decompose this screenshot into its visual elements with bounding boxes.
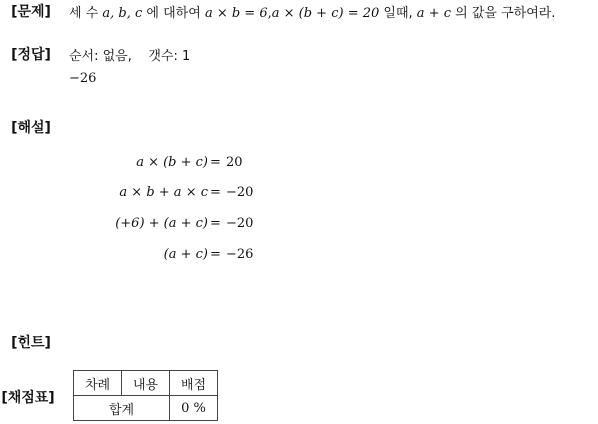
problem-part-4: a × b = 6 <box>204 6 268 21</box>
header-content: 내용 <box>122 371 170 396</box>
total-value: 0 % <box>170 396 218 421</box>
problem-part-5: , <box>267 6 272 21</box>
answer-value: −26 <box>69 71 97 86</box>
equation-row <box>0 155 340 177</box>
equation-rhs: −20 <box>226 185 254 200</box>
equation-rhs: −26 <box>226 247 254 262</box>
equation-lhs: a × (b + c) <box>136 155 208 170</box>
equation-lhs: a × b + a × c <box>119 185 208 200</box>
problem-part-2: a, b, c <box>102 6 143 21</box>
header-order: 차례 <box>74 371 122 396</box>
equation-lhs: (+6) + (a + c) <box>115 216 208 231</box>
equation-rhs: 20 <box>226 155 243 170</box>
problem-part-1: 세 수 <box>69 6 99 21</box>
score-table <box>73 370 218 421</box>
equals-sign: = <box>210 155 221 170</box>
header-points: 배점 <box>170 371 218 396</box>
problem-part-9: 의 값을 구하여라. <box>455 6 556 21</box>
equation-row <box>0 185 340 207</box>
score-table-total-row <box>74 396 218 421</box>
equation-lhs: (a + c) <box>163 247 208 262</box>
total-label: 합계 <box>74 396 170 421</box>
answer-meta: 순서: 없음, 갯수: 1 <box>69 49 191 64</box>
problem-label: [문제] <box>11 4 51 20</box>
explanation-label: [해설] <box>11 120 51 136</box>
score-table-header-row <box>74 371 218 396</box>
problem-part-6: a × (b + c) = 20 <box>271 6 380 21</box>
equals-sign: = <box>210 185 221 200</box>
scoring-label: [채점표] <box>1 390 55 406</box>
problem-part-8: a + c <box>416 6 451 21</box>
equals-sign: = <box>210 247 221 262</box>
equation-row <box>0 216 340 238</box>
equation-row <box>0 247 340 269</box>
equals-sign: = <box>210 216 221 231</box>
problem-part-3: 에 대하여 <box>146 6 201 21</box>
answer-label: [정답] <box>11 47 51 63</box>
hint-label: [힌트] <box>11 335 51 351</box>
problem-part-7: 일때, <box>383 6 413 21</box>
problem-text <box>69 2 555 21</box>
equation-rhs: −20 <box>226 216 254 231</box>
